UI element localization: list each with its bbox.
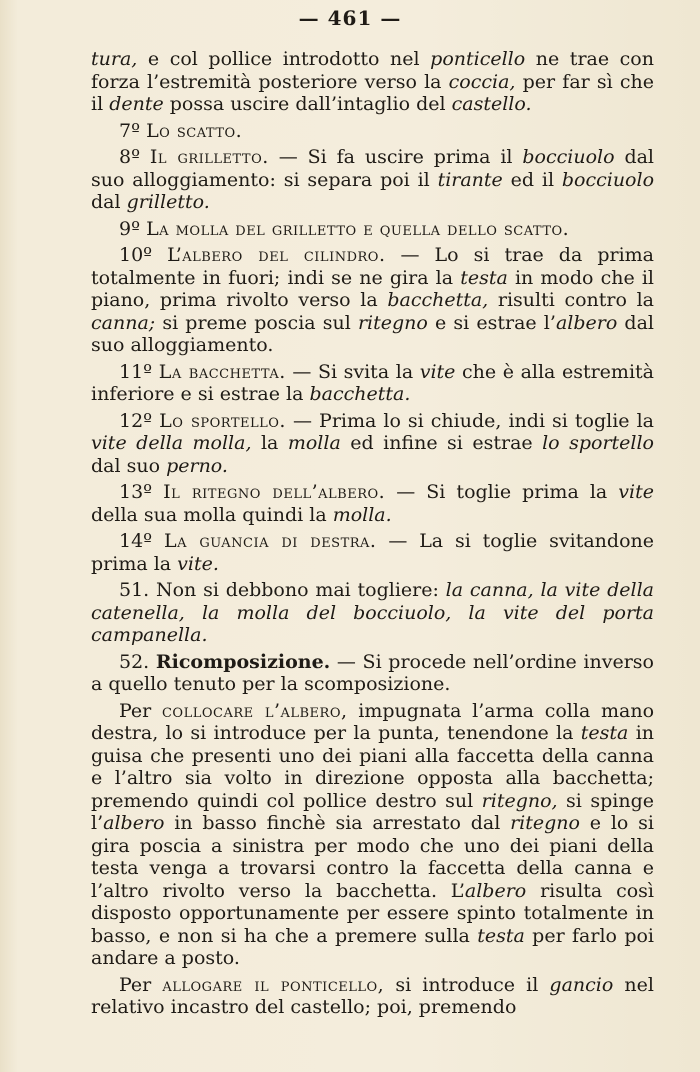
text-run: Lo scatto. xyxy=(146,119,243,142)
paragraph xyxy=(91,218,654,241)
text-run: grilletto. xyxy=(126,191,210,213)
text-run: L’albero del cilindro. xyxy=(167,244,386,266)
text-run: albero xyxy=(555,311,618,334)
text-run: 12º xyxy=(119,409,160,432)
text-run: 11º xyxy=(119,360,159,383)
paragraph xyxy=(91,700,654,970)
text-run: vite della molla, xyxy=(91,432,252,454)
paragraph xyxy=(91,579,654,647)
text-run: — Lo si trae da prima totalmente in fuori; indi se ne gira la xyxy=(91,244,654,289)
text-run: testa xyxy=(460,266,508,289)
paragraph xyxy=(91,120,654,143)
text-run: canna; xyxy=(91,311,156,334)
text-run: castello. xyxy=(451,93,532,115)
text-run: tura, xyxy=(91,48,138,70)
text-run: in basso finchè sia arrestato dal xyxy=(164,812,511,834)
text-run: 9º xyxy=(119,217,147,240)
text-run: bacchetta, xyxy=(387,289,489,311)
text-run: dal suo alloggiamento. xyxy=(91,311,654,356)
paragraph xyxy=(91,974,654,1019)
paragraph xyxy=(91,651,654,696)
text-run: perno. xyxy=(166,454,228,477)
text-run: lo sportello xyxy=(542,432,654,454)
text-run: ed il xyxy=(502,168,562,191)
text-run: Il grilletto. xyxy=(149,146,269,168)
text-run: Per xyxy=(119,699,162,722)
text-run: ponticello xyxy=(430,48,526,70)
text-run: bacchetta. xyxy=(309,383,411,405)
text-run: risulta così disposto opportunamente per essere spinto totalmente in basso, e non si ha che a premere sulla xyxy=(91,879,654,947)
text-run: dal suo alloggiamento: si separa poi il xyxy=(91,146,655,191)
text-run: la canna, la vite della catenella, la molla del bocciuolo, la vite del porta campanella. xyxy=(91,579,654,646)
text-run: molla xyxy=(287,432,341,454)
text-run: La guancia di destra. xyxy=(163,530,377,552)
text-run: dal xyxy=(91,191,127,213)
text-run: della sua molla quindi la xyxy=(91,503,333,526)
text-run: la xyxy=(251,432,288,454)
text-run: e lo si gira poscia a sinistra per modo che uno dei piani della testa venga a trovarsi contro la faccetta della canna e l’altro rivolto verso la bacchetta. L’ xyxy=(91,812,654,902)
text-run: impugnata l’arma colla mano destra, lo si introduce per la punta, tenendone la xyxy=(91,699,655,744)
text-run: tirante xyxy=(437,168,503,191)
text-run: albero xyxy=(103,812,165,834)
text-run: Per xyxy=(119,973,163,996)
text-run: in modo che il piano, prima rivolto verso la xyxy=(91,266,654,311)
text-run: e si estrae l’ xyxy=(427,311,556,334)
text-run: per farlo poi andare a posto. xyxy=(91,924,655,969)
text-run: dal suo xyxy=(91,454,167,477)
paragraph xyxy=(91,481,654,526)
text-run: 13º xyxy=(119,481,164,503)
text-run: 7º xyxy=(119,119,147,142)
text-run: dente xyxy=(109,93,164,115)
text-run: collocare l’albero, xyxy=(161,699,348,722)
body-text xyxy=(91,48,654,1019)
text-run: vite xyxy=(419,360,456,383)
text-run: gancio xyxy=(549,973,614,996)
text-run: Il ritegno dell’albero. xyxy=(163,481,386,503)
text-run: — La si toglie svitandone prima la xyxy=(91,530,655,575)
text-run: vite. xyxy=(177,552,219,575)
text-run: Ricomposizione. xyxy=(155,650,331,673)
paragraph xyxy=(91,361,654,406)
page-number: — 461 — xyxy=(298,6,402,30)
text-run: risulti contro la xyxy=(488,289,654,311)
text-run: possa uscire dall’intaglio del xyxy=(163,93,452,115)
text-run: nel relativo incastro del castello; poi, premendo xyxy=(91,973,654,1018)
text-run: ne trae con forza l’estremità posteriore verso la xyxy=(91,48,654,93)
text-run: e col pollice introdotto nel xyxy=(137,48,431,70)
text-run: — Si toglie prima la xyxy=(385,481,619,503)
text-run: 10º xyxy=(119,244,168,266)
paragraph xyxy=(91,530,654,575)
text-run: La molla del grilletto e quella dello scatto. xyxy=(146,217,570,240)
text-run: allogare il ponticello, xyxy=(162,973,385,996)
text-run: ritegno, xyxy=(481,789,558,812)
text-run: si preme poscia sul xyxy=(155,311,358,334)
paragraph xyxy=(91,48,654,116)
text-run: bocciuolo xyxy=(561,168,655,191)
text-run: — Si procede nell’ordine inverso a quello tenuto per la scomposizione. xyxy=(91,650,654,695)
text-run: ed infine si estrae xyxy=(340,432,543,454)
text-run: 14º xyxy=(119,530,164,552)
text-run: Lo sportello. xyxy=(159,409,286,432)
text-run: — Prima lo si chiude, indi si toglie la xyxy=(285,409,654,432)
text-run: — Si fa uscire prima il xyxy=(268,146,523,168)
text-run: in guisa che presenti uno dei piani alla faccetta della canna e l’altro sia volto in direzione opposta alla bacchetta; premendo quindi col pollice destro sul xyxy=(91,722,655,812)
paragraph xyxy=(91,410,654,478)
text-run: testa xyxy=(477,924,525,947)
text-run: testa xyxy=(580,722,629,744)
text-run: per far sì che il xyxy=(91,70,655,115)
text-run: bocciuolo xyxy=(522,146,615,168)
paragraph xyxy=(91,244,654,357)
text-run: — Si svita la xyxy=(285,360,420,383)
text-run: coccia, xyxy=(448,70,516,93)
text-run: 52. xyxy=(119,650,156,673)
paragraph xyxy=(91,146,654,214)
text-run: vite xyxy=(618,481,654,503)
text-run: 51. Non si debbono mai togliere: xyxy=(119,579,446,601)
text-run: ritegno xyxy=(510,812,580,834)
text-run: molla. xyxy=(332,503,392,526)
text-run: ritegno xyxy=(357,311,428,334)
text-run: si spinge l’ xyxy=(91,789,654,834)
text-run: La bacchetta. xyxy=(158,360,286,383)
text-run: si introduce il xyxy=(384,973,550,996)
text-run: che è alla estremità inferiore e si estrae la xyxy=(91,360,654,405)
text-run: albero xyxy=(464,879,527,902)
text-run: 8º xyxy=(119,146,150,168)
